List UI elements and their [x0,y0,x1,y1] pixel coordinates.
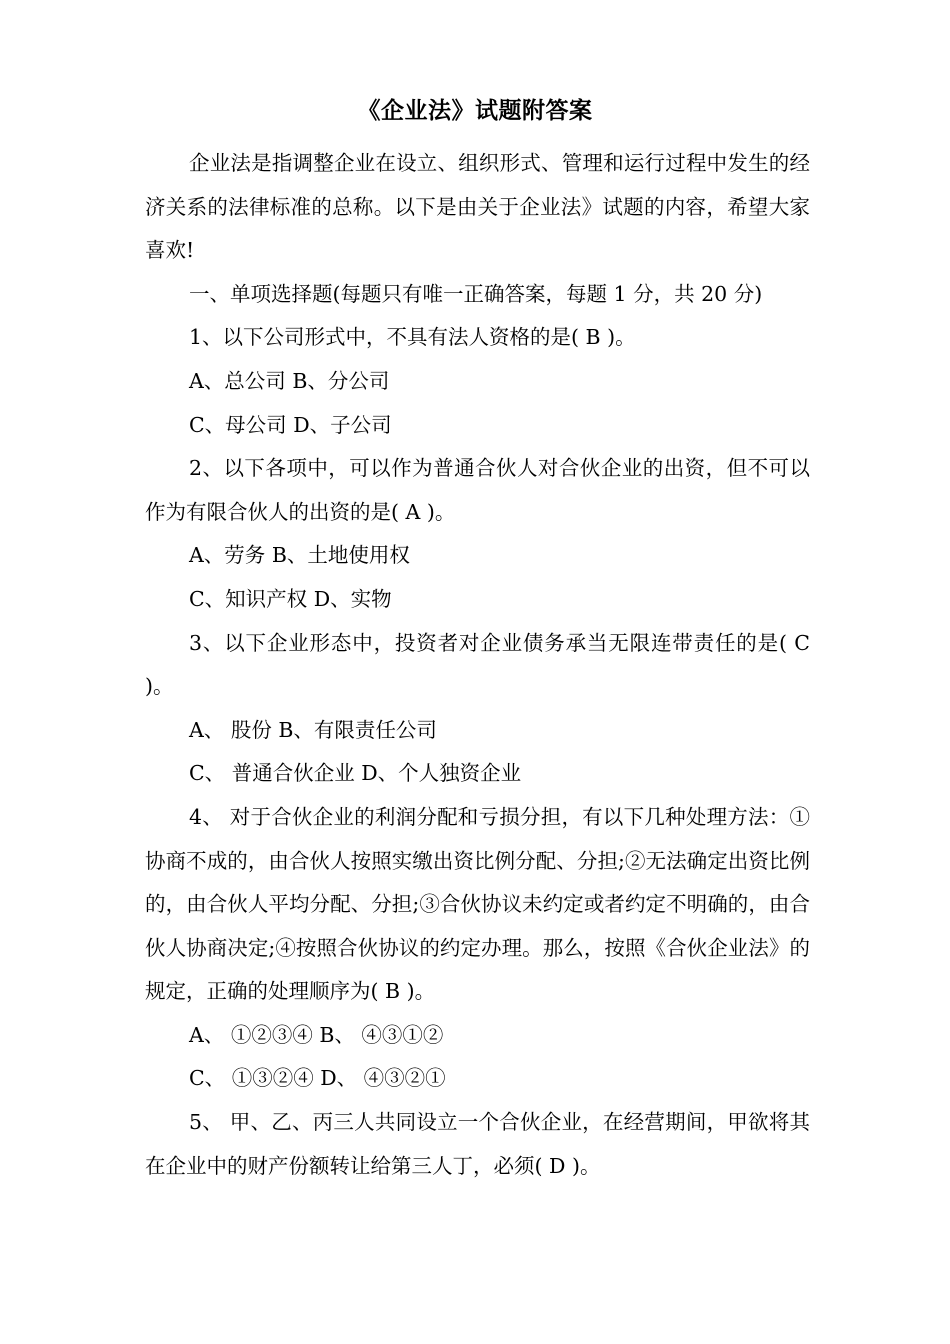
question-stem: 1、以下公司形式中，不具有法人资格的是( B )。 [189,325,636,350]
question-options: A、总公司 B、分公司 [189,368,390,393]
question-options: A、 ①②③④ B、 ④③①② [189,1022,444,1047]
document-body [145,142,810,1188]
question-stem: 2、以下各项中，可以作为普通合伙人对合伙企业的出资，但不可以作为有限合伙人的出资的是( A )。 [145,456,810,524]
document-title: 《企业法》试题附答案 [357,98,593,124]
question-options: A、劳务 B、土地使用权 [189,543,410,568]
question-options: C、 ①③②④ D、 ④③②① [189,1066,446,1091]
question-stem: 3、以下企业形态中，投资者对企业债务承当无限连带责任的是( C )。 [145,630,810,699]
question-options: A、 股份 B、有限责任公司 [189,717,437,742]
question-options: C、知识产权 D、实物 [189,586,392,611]
intro-paragraph: 企业法是指调整企业在设立、组织形式、管理和运行过程中发生的经济关系的法律标准的总称。以下是由关于企业法》试题的内容，希望大家喜欢! [145,151,810,263]
question-options: C、 普通合伙企业 D、个人独资企业 [189,761,522,786]
section-heading: 一、单项选择题(每题只有唯一正确答案，每题 1 分，共 20 分) [189,281,763,306]
question-options: C、母公司 D、子公司 [189,412,392,437]
question-stem: 4、 对于合伙企业的利润分配和亏损分担，有以下几种处理方法：①协商不成的，由合伙人按照实缴出资比例分配、分担;②无法确定出资比例的，由合伙人平均分配、分担;③合伙协议未约定或者约定不明确的，由合伙人协商决定;④按照合伙协议的约定办理。那么，按照《合伙企业法》的规定，正确的处理顺序为( B )。 [145,804,810,1004]
question-stem: 5、 甲、乙、丙三人共同设立一个合伙企业，在经营期间，甲欲将其在企业中的财产份额转让给第三人丁，必须( D )。 [145,1110,810,1178]
